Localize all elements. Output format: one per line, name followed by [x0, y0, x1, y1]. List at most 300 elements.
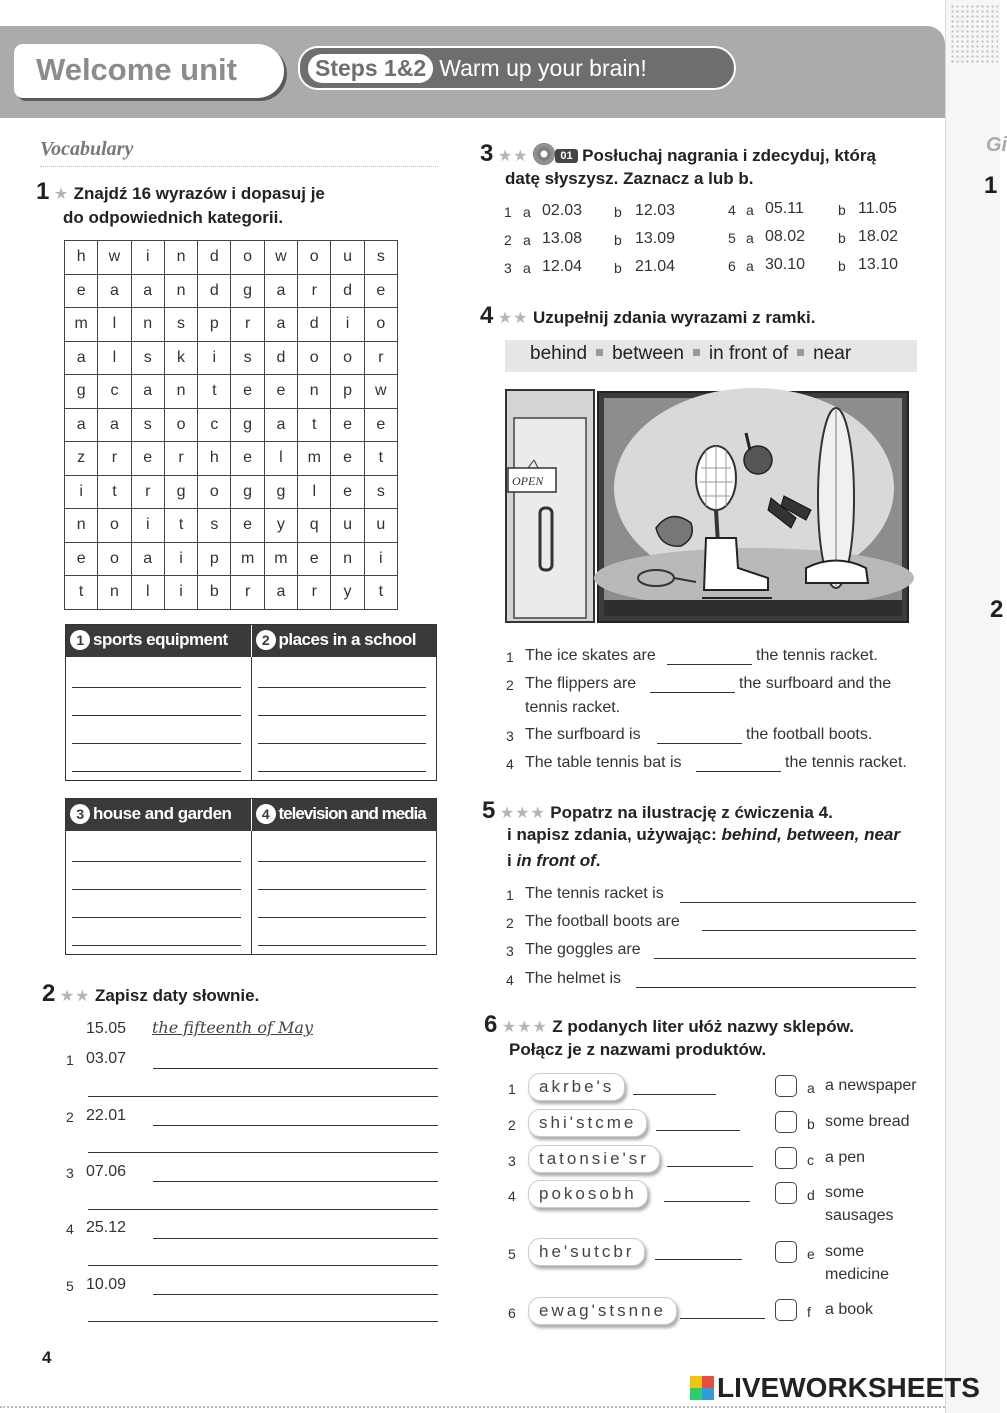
next-page-number-2: 2: [990, 596, 1004, 623]
option-b-label: b: [614, 204, 622, 220]
grid-cell[interactable]: a: [264, 576, 297, 610]
item-number: 3: [504, 260, 512, 276]
item-number: 5: [66, 1278, 74, 1294]
grid-cell[interactable]: t: [164, 509, 197, 543]
answer-line[interactable]: [633, 1094, 716, 1095]
open-sign-text: OPEN: [512, 474, 544, 488]
ex2-date: 25.12: [86, 1219, 127, 1236]
cd-icon: [533, 143, 555, 165]
grid-cell[interactable]: o: [331, 341, 364, 375]
grid-cell[interactable]: e: [231, 509, 264, 543]
grid-cell[interactable]: e: [264, 375, 297, 409]
option-a[interactable]: 30.10: [765, 256, 806, 273]
track-number: 01: [555, 149, 577, 163]
category-sports: [66, 625, 252, 657]
separator-icon: [797, 349, 804, 356]
item-number: 5: [728, 230, 736, 246]
word-search-grid: [64, 240, 398, 610]
sentence-end: the tennis racket.: [785, 754, 907, 771]
product-cont: medicine: [825, 1266, 890, 1283]
grid-cell[interactable]: k: [164, 341, 197, 375]
grid-cell[interactable]: o: [98, 542, 131, 576]
next-page-heading: Gi: [986, 134, 1007, 156]
answer-line[interactable]: [680, 902, 916, 903]
star-icon: ★: [53, 186, 70, 203]
ex3-instruction: Posłuchaj nagrania i zdecyduj, którą: [582, 146, 876, 165]
option-b-label: b: [614, 232, 622, 248]
grid-cell[interactable]: p: [198, 542, 231, 576]
option-a-label: a: [523, 260, 531, 276]
liveworksheets-logo: [690, 1372, 980, 1404]
grid-cell[interactable]: s: [198, 509, 231, 543]
grid-cell[interactable]: i: [131, 241, 164, 275]
category-label: television and media: [278, 804, 426, 823]
grid-cell[interactable]: a: [264, 408, 297, 442]
category-number: 2: [256, 630, 276, 650]
grid-cell[interactable]: m: [298, 442, 331, 476]
bottom-edge: [0, 1406, 945, 1408]
ex2-date: 22.01: [86, 1107, 127, 1124]
option-letter: a: [807, 1080, 815, 1096]
product: some: [825, 1184, 865, 1201]
answer-line[interactable]: [153, 1238, 438, 1239]
answer-line[interactable]: [667, 1166, 753, 1167]
match-checkbox[interactable]: [775, 1075, 797, 1097]
grid-cell[interactable]: l: [98, 308, 131, 342]
option-b[interactable]: 13.10: [858, 256, 899, 273]
answer-line[interactable]: [72, 889, 241, 890]
grid-cell[interactable]: s: [131, 408, 164, 442]
option-letter: c: [807, 1152, 814, 1168]
instruction-italic: behind, between, near: [721, 825, 901, 844]
category-header: [66, 799, 436, 831]
answer-line[interactable]: [88, 1096, 438, 1097]
grid-cell[interactable]: b: [198, 576, 231, 610]
grid-cell[interactable]: m: [231, 542, 264, 576]
answer-column: [252, 657, 437, 780]
grid-cell[interactable]: g: [231, 274, 264, 308]
option-letter: e: [807, 1246, 815, 1262]
grid-cell[interactable]: r: [231, 576, 264, 610]
answer-line[interactable]: [664, 1201, 750, 1202]
answer-line[interactable]: [72, 771, 241, 772]
grid-cell[interactable]: i: [164, 576, 197, 610]
answer-line[interactable]: [258, 715, 427, 716]
grid-cell[interactable]: i: [164, 542, 197, 576]
option-a[interactable]: 02.03: [542, 202, 583, 219]
grid-cell[interactable]: o: [364, 308, 397, 342]
option-a[interactable]: 05.11: [765, 200, 804, 217]
answer-line[interactable]: [702, 930, 916, 931]
grid-cell[interactable]: e: [364, 274, 397, 308]
category-label: house and garden: [93, 804, 232, 823]
item-number: 3: [506, 943, 514, 959]
grid-cell[interactable]: n: [298, 375, 331, 409]
grid-cell[interactable]: e: [364, 408, 397, 442]
grid-cell[interactable]: a: [65, 408, 98, 442]
instruction-text: i napisz zdania, używając:: [507, 825, 717, 844]
answer-line[interactable]: [654, 958, 916, 959]
item-number: 3: [506, 728, 514, 744]
ex4-instruction: Uzupełnij zdania wyrazami z ramki.: [532, 308, 816, 327]
match-checkbox[interactable]: [775, 1299, 797, 1321]
word: between: [612, 343, 684, 364]
logo-icon: [690, 1376, 714, 1400]
scrambled-word: shi'stcme: [528, 1109, 647, 1137]
grid-cell[interactable]: e: [231, 375, 264, 409]
sentence-start: The ice skates are: [525, 647, 656, 664]
option-b-label: b: [838, 230, 846, 246]
grid-cell[interactable]: t: [364, 576, 397, 610]
category-school: [252, 625, 437, 657]
grid-cell[interactable]: w: [98, 241, 131, 275]
grid-cell[interactable]: e: [231, 442, 264, 476]
grid-cell[interactable]: a: [264, 274, 297, 308]
ex5-instruction-3: [507, 848, 601, 874]
option-b[interactable]: 12.03: [635, 202, 676, 219]
ex2-example-answer: the fifteenth of May: [152, 1018, 313, 1037]
grid-cell[interactable]: r: [131, 475, 164, 509]
grid-cell[interactable]: t: [98, 475, 131, 509]
answer-line[interactable]: [72, 917, 241, 918]
option-letter: b: [807, 1116, 815, 1132]
grid-cell[interactable]: c: [98, 375, 131, 409]
ex1-number: 1: [36, 178, 50, 205]
ex2-date: 10.09: [86, 1276, 127, 1293]
grid-cell[interactable]: g: [231, 408, 264, 442]
grid-cell[interactable]: n: [164, 375, 197, 409]
answer-line[interactable]: [636, 987, 916, 988]
next-page-number-1: 1: [984, 172, 998, 199]
ex3-number: 3: [480, 140, 494, 167]
option-a-label: a: [746, 202, 754, 218]
grid-cell[interactable]: l: [98, 341, 131, 375]
grid-cell[interactable]: i: [331, 308, 364, 342]
answer-line[interactable]: [88, 1321, 438, 1322]
item-number: 4: [728, 202, 736, 218]
grid-cell[interactable]: e: [65, 542, 98, 576]
sentence-end: the surfboard and the: [739, 675, 892, 692]
grid-cell[interactable]: p: [198, 308, 231, 342]
match-checkbox[interactable]: [775, 1241, 797, 1263]
grid-row: [65, 274, 398, 308]
sentence-cont: tennis racket.: [525, 699, 621, 716]
grid-row: [65, 509, 398, 543]
grid-cell[interactable]: i: [198, 341, 231, 375]
grid-row: [65, 241, 398, 275]
item-number: 2: [506, 677, 514, 693]
grid-cell[interactable]: c: [198, 408, 231, 442]
item-number: 2: [66, 1109, 74, 1125]
answer-line[interactable]: [650, 692, 735, 693]
grid-cell[interactable]: n: [65, 509, 98, 543]
answer-line[interactable]: [88, 1209, 438, 1210]
grid-cell[interactable]: l: [298, 475, 331, 509]
grid-cell[interactable]: e: [131, 442, 164, 476]
grid-cell[interactable]: y: [331, 576, 364, 610]
match-checkbox[interactable]: [775, 1182, 797, 1204]
word: in front of: [708, 343, 789, 364]
item-number: 1: [508, 1081, 516, 1097]
grid-cell[interactable]: a: [264, 308, 297, 342]
grid-cell[interactable]: t: [298, 408, 331, 442]
grid-cell[interactable]: r: [231, 308, 264, 342]
category-house: [66, 799, 252, 831]
sentence-start: The flippers are: [525, 675, 637, 692]
answer-line[interactable]: [88, 1152, 438, 1153]
grid-cell[interactable]: n: [98, 576, 131, 610]
grid-cell[interactable]: n: [331, 542, 364, 576]
grid-cell[interactable]: d: [298, 308, 331, 342]
grid-cell[interactable]: e: [65, 274, 98, 308]
answer-line[interactable]: [657, 743, 742, 744]
grid-cell[interactable]: r: [98, 442, 131, 476]
instruction-text: .: [595, 851, 601, 870]
grid-cell[interactable]: r: [164, 442, 197, 476]
ex2-date: 07.06: [86, 1163, 127, 1180]
category-box-2: [65, 798, 437, 955]
grid-cell[interactable]: o: [164, 408, 197, 442]
sentence-start: The helmet is: [525, 970, 622, 987]
grid-cell[interactable]: i: [364, 542, 397, 576]
steps-banner: [298, 46, 736, 90]
scrambled-word: ewag'stsnne: [528, 1297, 677, 1325]
item-number: 1: [506, 887, 514, 903]
grid-cell[interactable]: a: [131, 375, 164, 409]
grid-cell[interactable]: d: [198, 274, 231, 308]
answer-line[interactable]: [88, 1265, 438, 1266]
option-a[interactable]: 12.04: [542, 258, 583, 275]
answer-line[interactable]: [656, 1130, 740, 1131]
grid-cell[interactable]: n: [164, 241, 197, 275]
grid-cell[interactable]: i: [65, 475, 98, 509]
answer-line[interactable]: [258, 861, 427, 862]
category-label: sports equipment: [93, 630, 228, 649]
match-checkbox[interactable]: [775, 1147, 797, 1169]
grid-cell[interactable]: r: [298, 576, 331, 610]
grid-cell[interactable]: o: [198, 475, 231, 509]
grid-cell[interactable]: d: [198, 241, 231, 275]
grid-cell[interactable]: r: [298, 274, 331, 308]
grid-cell[interactable]: t: [364, 442, 397, 476]
star-icon: ★★★: [499, 805, 546, 822]
answer-line[interactable]: [680, 1318, 765, 1319]
star-icon: ★★: [497, 148, 529, 165]
instruction-italic: in front of: [516, 851, 596, 870]
category-media: [252, 799, 437, 831]
grid-cell[interactable]: y: [264, 509, 297, 543]
option-a-label: a: [523, 204, 531, 220]
grid-cell[interactable]: m: [65, 308, 98, 342]
grid-cell[interactable]: q: [298, 509, 331, 543]
grid-cell[interactable]: z: [65, 442, 98, 476]
answer-line[interactable]: [72, 715, 241, 716]
answer-line[interactable]: [153, 1125, 438, 1126]
product: a book: [825, 1301, 874, 1318]
product: some bread: [825, 1113, 910, 1130]
section-heading: Vocabulary: [40, 138, 134, 160]
grid-cell[interactable]: d: [264, 341, 297, 375]
match-checkbox[interactable]: [775, 1111, 797, 1133]
item-number: 5: [508, 1246, 516, 1262]
grid-cell[interactable]: a: [131, 542, 164, 576]
grid-cell[interactable]: p: [331, 375, 364, 409]
category-number: 1: [70, 630, 90, 650]
grid-cell[interactable]: t: [198, 375, 231, 409]
item-number: 4: [506, 756, 514, 772]
item-number: 1: [66, 1052, 74, 1068]
grid-cell[interactable]: l: [131, 576, 164, 610]
grid-row: [65, 375, 398, 409]
answer-line[interactable]: [258, 687, 427, 688]
answer-line[interactable]: [258, 771, 427, 772]
unit-title: Welcome unit: [14, 44, 284, 98]
category-number: 3: [70, 804, 90, 824]
item-number: 2: [504, 232, 512, 248]
option-b[interactable]: 18.02: [858, 228, 899, 245]
grid-cell[interactable]: r: [364, 341, 397, 375]
scrambled-word: tatonsie'sr: [528, 1145, 660, 1173]
answer-line[interactable]: [72, 743, 241, 744]
item-number: 1: [504, 204, 512, 220]
product: a newspaper: [825, 1077, 917, 1094]
item-number: 4: [508, 1188, 516, 1204]
grid-cell[interactable]: n: [164, 274, 197, 308]
grid-cell[interactable]: d: [331, 274, 364, 308]
football-boots: [806, 561, 868, 584]
grid-cell[interactable]: w: [364, 375, 397, 409]
grid-cell[interactable]: a: [98, 274, 131, 308]
grid-cell[interactable]: e: [331, 442, 364, 476]
logo-text: LIVEWORKSHEETS: [717, 1372, 980, 1403]
grid-cell[interactable]: a: [65, 341, 98, 375]
scrambled-word: he'sutcbr: [528, 1238, 645, 1266]
grid-row: [65, 308, 398, 342]
grid-cell[interactable]: i: [131, 509, 164, 543]
answer-line[interactable]: [153, 1181, 438, 1182]
answer-columns: [66, 831, 436, 954]
ex4-heading: [480, 302, 815, 331]
answer-line[interactable]: [667, 664, 752, 665]
grid-cell[interactable]: o: [98, 509, 131, 543]
option-a-label: a: [523, 232, 531, 248]
answer-line[interactable]: [696, 771, 781, 772]
answer-line[interactable]: [72, 945, 241, 946]
grid-cell[interactable]: g: [65, 375, 98, 409]
grid-cell[interactable]: l: [264, 442, 297, 476]
grid-cell[interactable]: h: [65, 241, 98, 275]
grid-cell[interactable]: g: [231, 475, 264, 509]
sentence-end: the football boots.: [746, 726, 873, 743]
grid-cell[interactable]: s: [231, 341, 264, 375]
grid-cell[interactable]: s: [131, 341, 164, 375]
scrambled-word: akrbe's: [528, 1073, 625, 1101]
grid-cell[interactable]: u: [364, 509, 397, 543]
option-b-label: b: [838, 202, 846, 218]
ex2-example-date: 15.05: [86, 1020, 127, 1037]
divider: [40, 166, 438, 167]
star-icon: ★★: [497, 310, 529, 327]
answer-line[interactable]: [153, 1294, 438, 1295]
grid-cell[interactable]: u: [331, 509, 364, 543]
answer-column: [66, 831, 252, 954]
answer-line[interactable]: [72, 687, 241, 688]
grid-row: [65, 341, 398, 375]
answer-line[interactable]: [258, 917, 427, 918]
grid-cell[interactable]: o: [231, 241, 264, 275]
answer-line[interactable]: [72, 861, 241, 862]
grid-cell[interactable]: g: [164, 475, 197, 509]
category-header: [66, 625, 436, 657]
next-page-edge: [945, 0, 1007, 1413]
item-number: 3: [508, 1153, 516, 1169]
item-number: 6: [728, 258, 736, 274]
word: near: [813, 343, 852, 364]
answer-columns: [66, 657, 436, 780]
grid-cell[interactable]: o: [298, 241, 331, 275]
ex2-date: 03.07: [86, 1050, 127, 1067]
grid-cell[interactable]: e: [331, 408, 364, 442]
separator-icon: [693, 349, 700, 356]
grid-cell[interactable]: o: [298, 341, 331, 375]
grid-row: [65, 442, 398, 476]
item-number: 2: [506, 915, 514, 931]
grid-cell[interactable]: u: [331, 241, 364, 275]
grid-cell[interactable]: s: [364, 241, 397, 275]
option-b[interactable]: 11.05: [858, 200, 897, 217]
grid-cell[interactable]: h: [198, 442, 231, 476]
item-number: 6: [508, 1305, 516, 1321]
dot-pattern: [950, 4, 998, 64]
option-b-label: b: [838, 258, 846, 274]
option-a[interactable]: 13.08: [542, 230, 583, 247]
ex6-number: 6: [484, 1011, 498, 1038]
grid-cell[interactable]: t: [65, 576, 98, 610]
ex6-instruction: Z podanych liter ułóż nazwy sklepów.: [552, 1017, 854, 1036]
ex3-instruction-2: datę słyszysz. Zaznacz a lub b.: [505, 169, 754, 188]
option-b[interactable]: 21.04: [635, 258, 676, 275]
grid-cell[interactable]: w: [264, 241, 297, 275]
star-icon: ★★: [59, 988, 91, 1005]
option-letter: f: [807, 1304, 811, 1320]
ex2-instruction: Zapisz daty słownie.: [94, 986, 260, 1005]
ex3-heading: [480, 140, 876, 169]
grid-cell[interactable]: a: [131, 274, 164, 308]
grid-cell[interactable]: s: [164, 308, 197, 342]
page-number: 4: [42, 1348, 52, 1367]
grid-row: [65, 542, 398, 576]
answer-line[interactable]: [258, 945, 427, 946]
answer-line[interactable]: [153, 1068, 438, 1069]
answer-line[interactable]: [655, 1259, 742, 1260]
answer-line[interactable]: [258, 889, 427, 890]
grid-cell[interactable]: g: [264, 475, 297, 509]
product-cont: sausages: [825, 1207, 894, 1224]
grid-cell[interactable]: e: [298, 542, 331, 576]
answer-line[interactable]: [258, 743, 427, 744]
grid-row: [65, 576, 398, 610]
grid-cell[interactable]: a: [98, 408, 131, 442]
product: a pen: [825, 1149, 866, 1166]
grid-cell[interactable]: n: [131, 308, 164, 342]
product: some: [825, 1243, 865, 1260]
grid-cell[interactable]: e: [331, 475, 364, 509]
item-number: 4: [66, 1221, 74, 1237]
option-a[interactable]: 08.02: [765, 228, 806, 245]
grid-cell[interactable]: s: [364, 475, 397, 509]
grid-cell[interactable]: m: [264, 542, 297, 576]
option-b[interactable]: 13.09: [635, 230, 676, 247]
